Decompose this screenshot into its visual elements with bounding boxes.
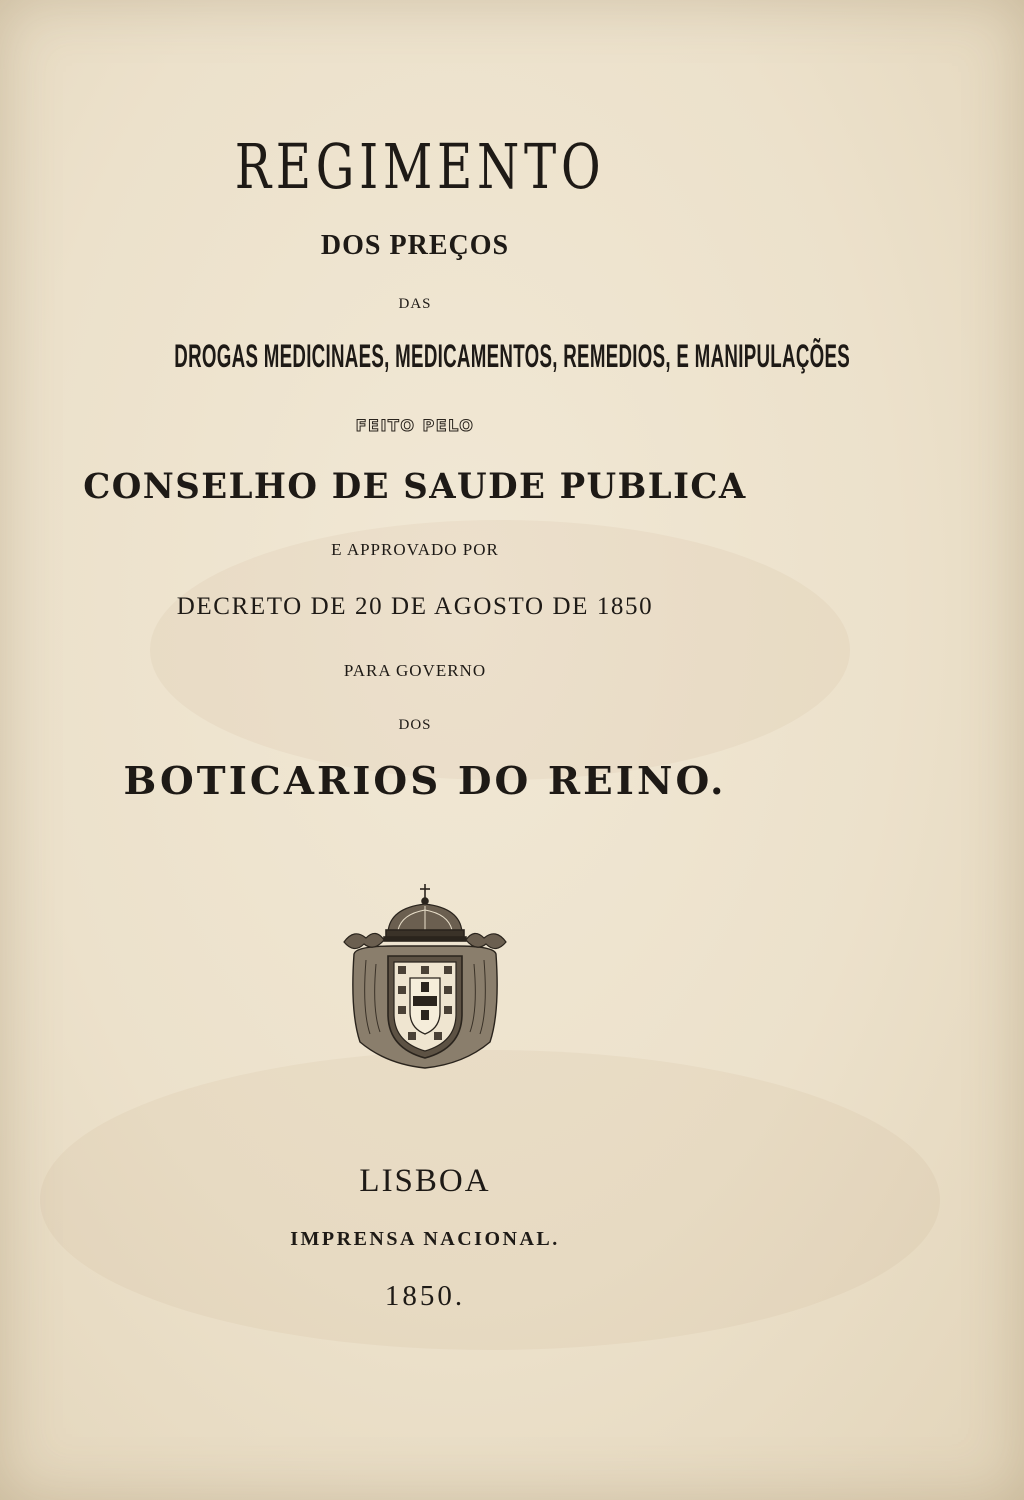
subtitle-line: DOS PREÇOS bbox=[320, 230, 510, 261]
subtitle-line: DROGAS MEDICINAES, MEDICAMENTOS, REMEDIOS, E MANIPULAÇÕES bbox=[174, 338, 851, 374]
audience-line: BOTICARIOS DO REINO. bbox=[123, 758, 727, 803]
subtitle-line: DAS bbox=[398, 296, 432, 312]
document-title: REGIMENTO bbox=[234, 130, 606, 203]
imprint-printer: IMPRENSA NACIONAL. bbox=[290, 1228, 560, 1250]
royal-coat-of-arms-icon bbox=[336, 882, 514, 1078]
subtitle-line: E APPROVADO POR bbox=[331, 540, 499, 559]
subtitle-line: FEITO PELO bbox=[355, 416, 475, 435]
decree-line: DECRETO DE 20 DE AGOSTO DE 1850 bbox=[176, 593, 654, 620]
imprint-city: LISBOA bbox=[359, 1163, 491, 1199]
subtitle-line: PARA GOVERNO bbox=[343, 661, 487, 680]
subtitle-line: DOS bbox=[398, 717, 432, 733]
imprint-year: 1850. bbox=[384, 1280, 466, 1312]
author-line: CONSELHO DE SAUDE PUBLICA bbox=[83, 466, 747, 507]
